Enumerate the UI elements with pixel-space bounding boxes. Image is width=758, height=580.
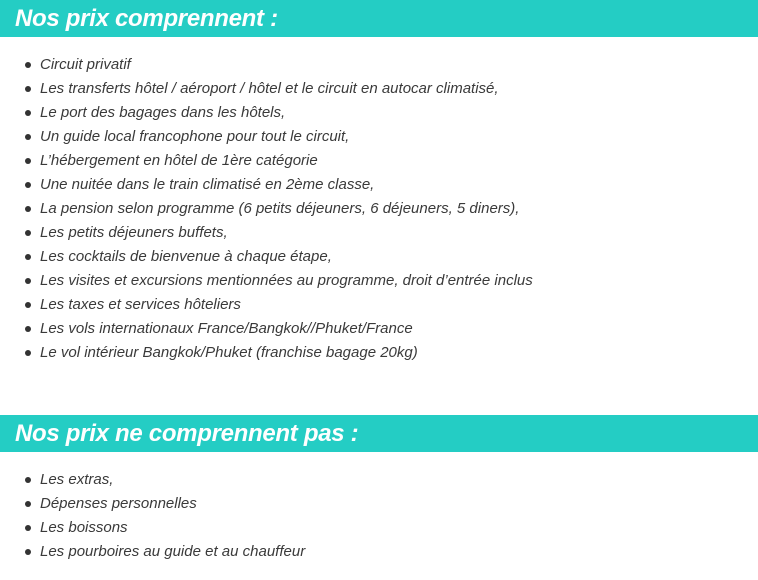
- list-item-text: Les vols internationaux France/Bangkok//Phuket/France: [40, 320, 413, 337]
- list-item: [0, 341, 758, 365]
- list-item: [0, 516, 758, 540]
- list-item-text: Une nuitée dans le train climatisé en 2ème classe,: [40, 176, 375, 193]
- included-list: [0, 53, 758, 365]
- list-item-text: Les visites et excursions mentionnées au programme, droit d’entrée inclus: [40, 272, 533, 289]
- bullet-icon: [25, 86, 31, 92]
- list-item-text: Le port des bagages dans les hôtels,: [40, 104, 286, 121]
- included-section-title: Nos prix comprennent :: [0, 0, 758, 37]
- bullet-icon: [25, 477, 31, 483]
- list-item: [0, 468, 758, 492]
- list-item: [0, 293, 758, 317]
- list-item: [0, 269, 758, 293]
- bullet-icon: [25, 501, 31, 507]
- list-item: [0, 173, 758, 197]
- bullet-icon: [25, 350, 31, 356]
- list-item: [0, 101, 758, 125]
- list-item-text: Un guide local francophone pour tout le circuit,: [40, 128, 350, 145]
- bullet-icon: [25, 254, 31, 260]
- bullet-icon: [25, 525, 31, 531]
- list-item-text: Les transferts hôtel / aéroport / hôtel et le circuit en autocar climatisé,: [40, 80, 499, 97]
- bullet-icon: [25, 326, 31, 332]
- bullet-icon: [25, 302, 31, 308]
- list-item: [0, 197, 758, 221]
- list-item: [0, 125, 758, 149]
- list-item-text: Les cocktails de bienvenue à chaque étape,: [40, 248, 332, 265]
- bullet-icon: [25, 110, 31, 116]
- bullet-icon: [25, 549, 31, 555]
- list-item-text: La pension selon programme (6 petits déjeuners, 6 déjeuners, 5 diners),: [40, 200, 520, 217]
- bullet-icon: [25, 230, 31, 236]
- list-item: [0, 317, 758, 341]
- list-item-text: Dépenses personnelles: [40, 495, 197, 512]
- bullet-icon: [25, 158, 31, 164]
- list-item-text: Circuit privatif: [40, 56, 131, 73]
- excluded-section-title: Nos prix ne comprennent pas :: [0, 415, 758, 452]
- list-item: [0, 77, 758, 101]
- list-item: [0, 53, 758, 77]
- list-item: [0, 540, 758, 564]
- bullet-icon: [25, 278, 31, 284]
- list-item: [0, 245, 758, 269]
- excluded-list: [0, 468, 758, 564]
- list-item-text: Les boissons: [40, 519, 128, 536]
- list-item-text: Le vol intérieur Bangkok/Phuket (franchise bagage 20kg): [40, 344, 418, 361]
- list-item: [0, 221, 758, 245]
- list-item-text: L’hébergement en hôtel de 1ère catégorie: [40, 152, 318, 169]
- list-item: [0, 149, 758, 173]
- list-item-text: Les extras,: [40, 471, 114, 488]
- bullet-icon: [25, 206, 31, 212]
- list-item-text: Les taxes et services hôteliers: [40, 296, 241, 313]
- list-item-text: Les pourboires au guide et au chauffeur: [40, 543, 306, 560]
- bullet-icon: [25, 182, 31, 188]
- bullet-icon: [25, 134, 31, 140]
- list-item: [0, 492, 758, 516]
- list-item-text: Les petits déjeuners buffets,: [40, 224, 228, 241]
- bullet-icon: [25, 62, 31, 68]
